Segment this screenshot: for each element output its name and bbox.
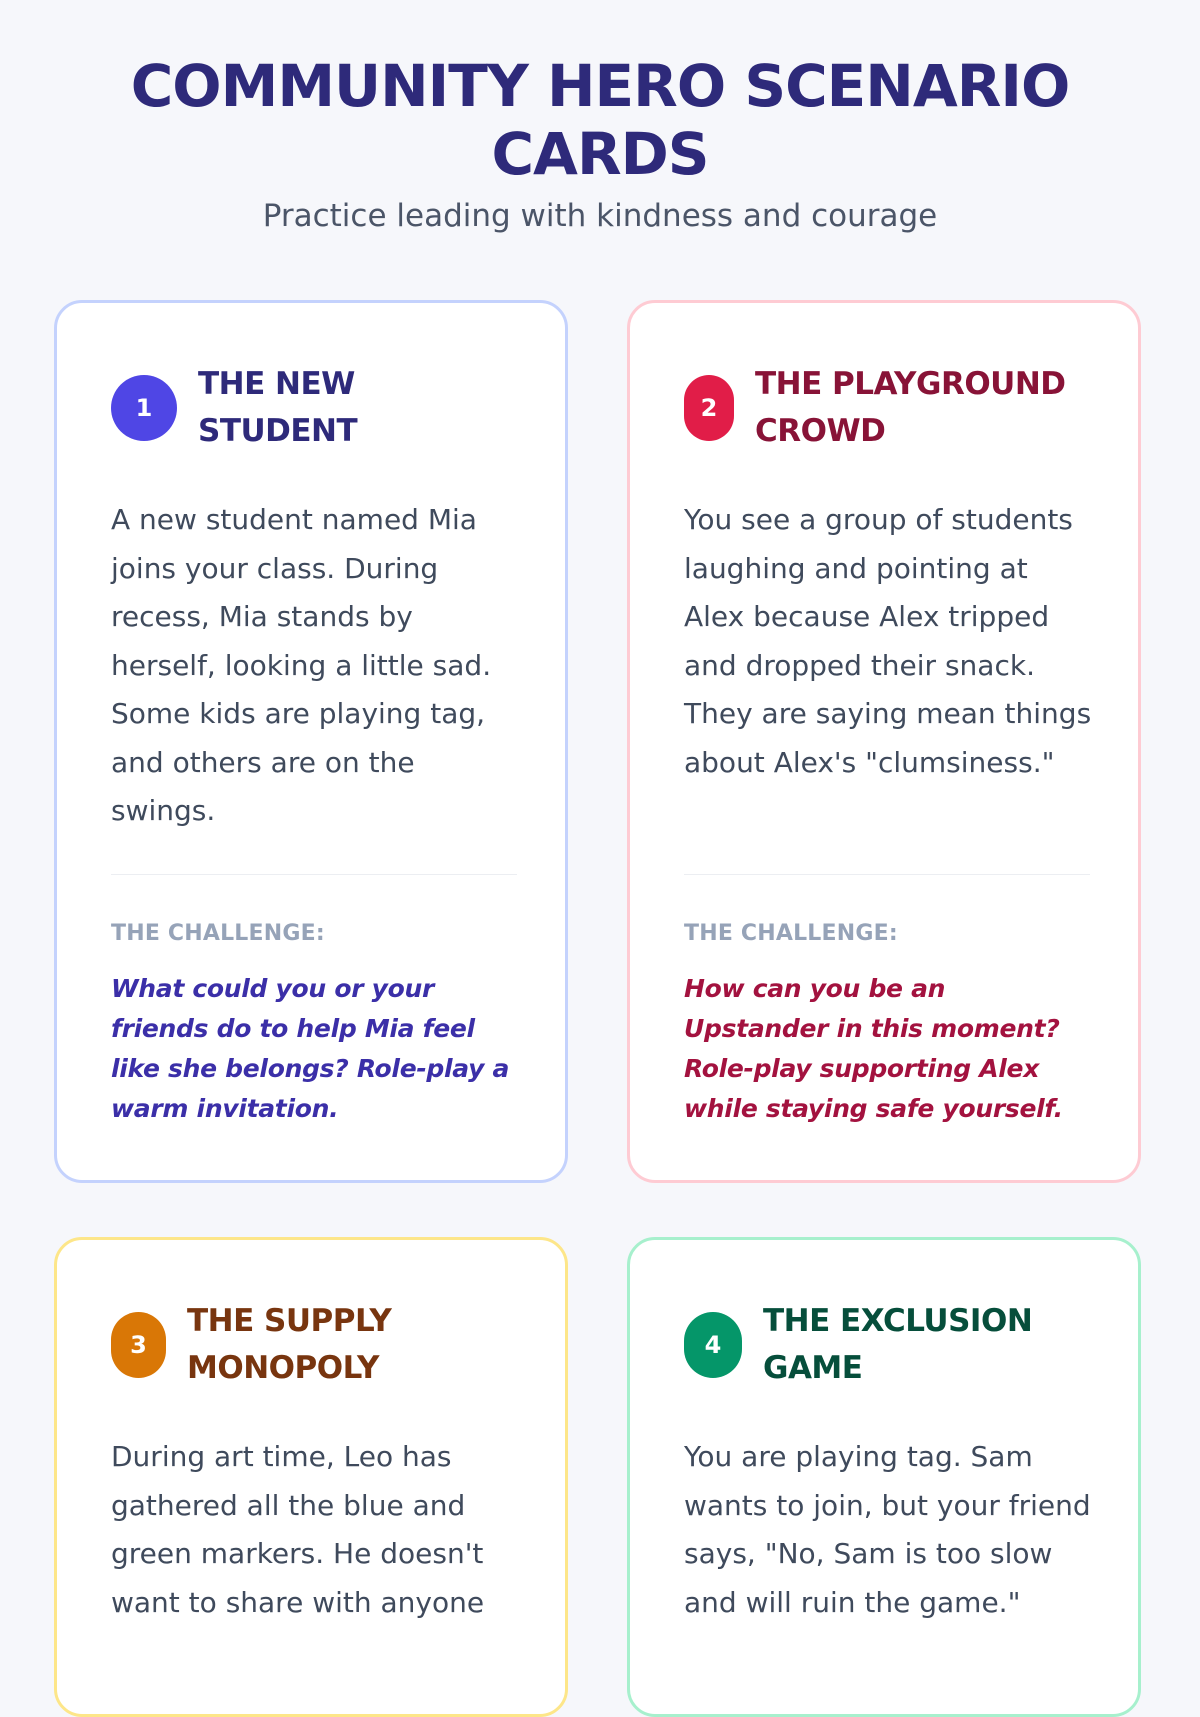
card-description: During art time, Leo has gathered all the blue and green markers. He doesn't want to share with anyone <box>111 1440 485 1619</box>
page-subtitle: Practice leading with kindness and courage <box>262 198 938 234</box>
card-number-badge: 1 <box>111 375 177 441</box>
challenge-label: THE CHALLENGE: <box>684 921 898 946</box>
card-title: THE EXCLUSION GAME <box>763 1303 1033 1386</box>
page-header <box>0 52 1200 236</box>
card-number-badge: 3 <box>111 1312 166 1378</box>
scenario-card-exclusion-game <box>627 1237 1141 1717</box>
card-number-badge: 4 <box>684 1312 742 1378</box>
card-number-badge: 2 <box>684 375 734 441</box>
scenario-card-playground-crowd <box>627 300 1141 1183</box>
challenge-label: THE CHALLENGE: <box>111 921 325 946</box>
card-description: You see a group of students laughing and pointing at Alex because Alex tripped and dropped their snack. They are saying mean things about Alex's "clumsiness." <box>684 503 1092 779</box>
challenge-text: How can you be an Upstander in this moment? Role-play supporting Alex while staying safe yourself. <box>684 974 1063 1123</box>
card-header <box>684 361 1085 455</box>
card-divider <box>111 874 517 875</box>
card-description: You are playing tag. Sam wants to join, but your friend says, "No, Sam is too slow and will ruin the game." <box>684 1440 1091 1619</box>
card-divider <box>684 874 1090 875</box>
card-header <box>111 361 398 455</box>
card-title: THE NEW STUDENT <box>198 366 358 449</box>
card-header <box>111 1298 427 1392</box>
page-title: COMMUNITY HERO SCENARIO CARDS <box>130 52 1070 188</box>
scenario-card-supply-monopoly <box>54 1237 568 1717</box>
card-title: THE PLAYGROUND CROWD <box>755 366 1066 449</box>
card-title: THE SUPPLY MONOPOLY <box>187 1303 392 1386</box>
card-description: A new student named Mia joins your class. During recess, Mia stands by herself, looking a little sad. Some kids are playing tag, and others are on the swings. <box>111 503 492 827</box>
scenario-card-new-student <box>54 300 568 1183</box>
card-header <box>684 1298 1063 1392</box>
challenge-text: What could you or your friends do to help Mia feel like she belongs? Role-play a warm invitation. <box>111 974 510 1123</box>
